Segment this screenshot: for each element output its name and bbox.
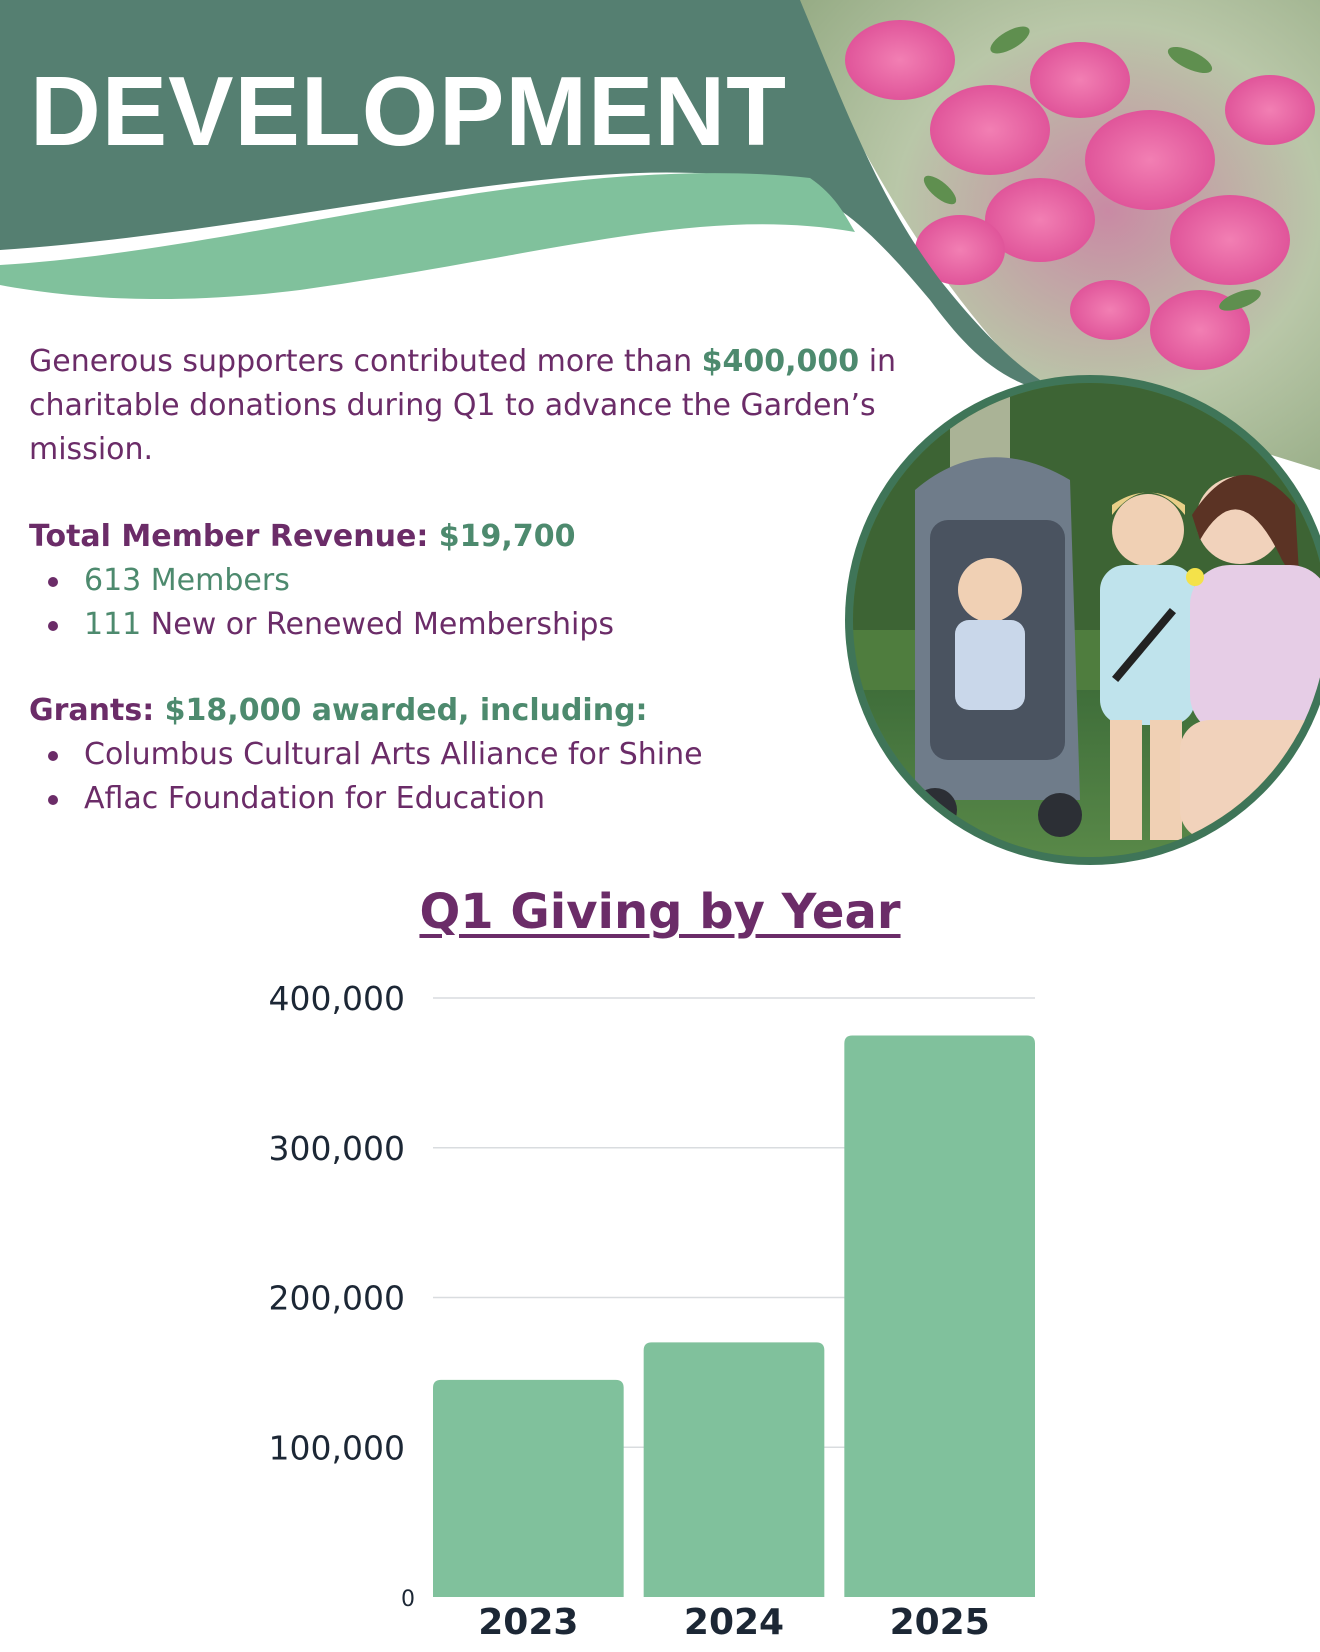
y-tick-label: 300,000 <box>268 1128 405 1168</box>
member-revenue-value: $19,700 <box>438 519 576 554</box>
intro-amount: $400,000 <box>701 344 860 379</box>
x-tick-label: 2025 <box>889 1602 990 1643</box>
list-item-number: 111 <box>84 607 142 642</box>
grants-label: Grants: <box>29 693 155 728</box>
list-item: 613 Members <box>29 559 614 603</box>
page-title: DEVELOPMENT <box>30 56 787 166</box>
grants-value: $18,000 awarded, including: <box>164 693 648 728</box>
x-tick-label: 2024 <box>683 1602 785 1643</box>
intro-text-before: Generous supporters contributed more than <box>29 344 702 379</box>
list-item: Columbus Cultural Arts Alliance for Shine <box>29 733 703 777</box>
bar-2023 <box>433 1380 624 1597</box>
y-tick-label: 200,000 <box>268 1278 405 1318</box>
y-tick-label: 100,000 <box>268 1428 405 1468</box>
intro-text-after: in charitable donations during Q1 to advance the Garden’s mission. <box>29 344 897 467</box>
member-revenue-label: Total Member Revenue: <box>29 519 429 554</box>
bar-2024 <box>644 1342 825 1597</box>
x-tick-label: 2023 <box>478 1602 579 1643</box>
bar-2025 <box>844 1035 1035 1597</box>
list-item: Aflac Foundation for Education <box>29 777 703 821</box>
list-item-text: New or Renewed Memberships <box>141 607 615 642</box>
y-tick-label: 0 <box>401 1587 415 1612</box>
y-tick-label: 400,000 <box>268 979 405 1018</box>
chart-title: Q1 Giving by Year <box>419 884 901 940</box>
